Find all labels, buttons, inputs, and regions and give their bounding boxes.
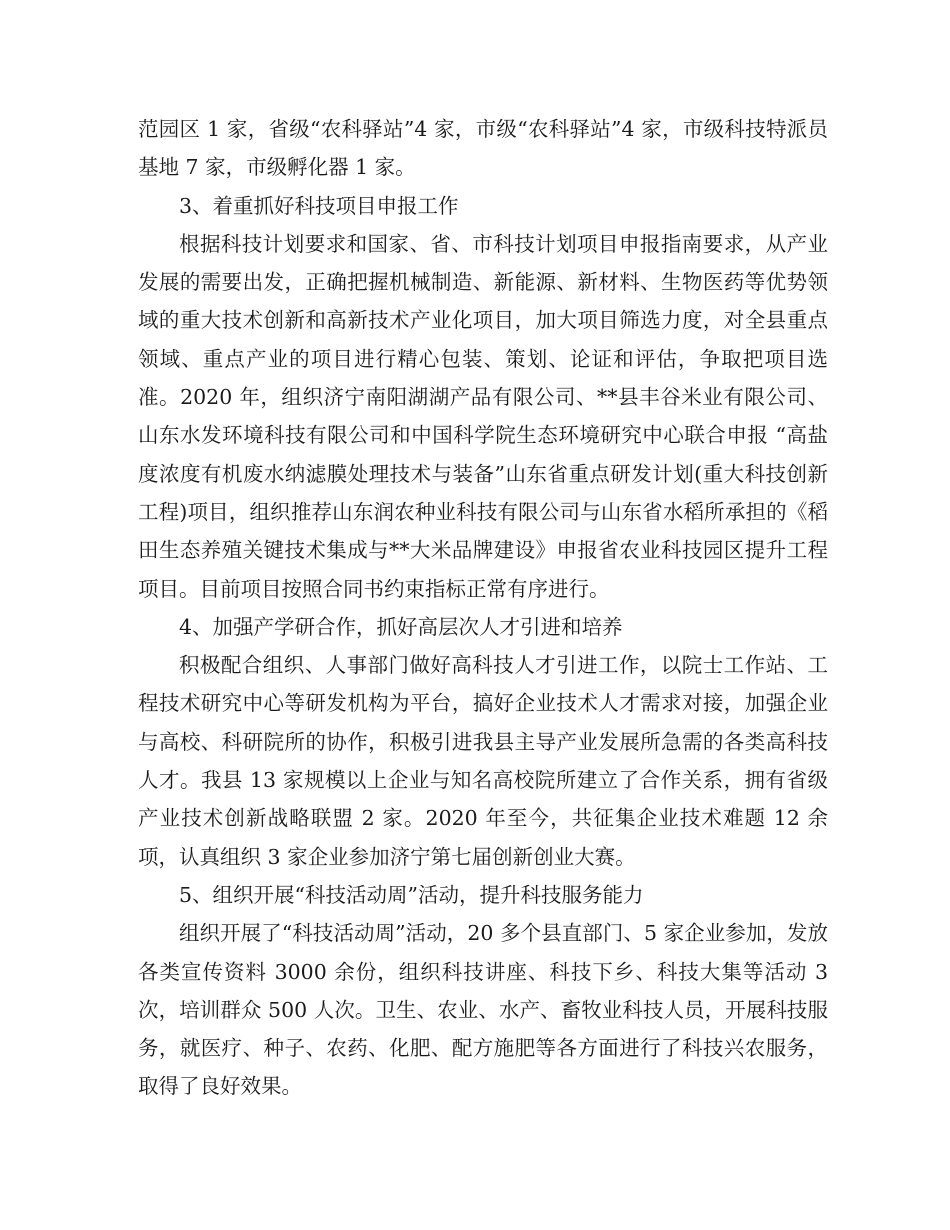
section-5-body: 组织开展了“科技活动周”活动，20 多个县直部门、5 家企业参加，发放各类宣传资料 3000 余份，组织科技讲座、科技下乡、科技大集等活动 3 次，培训群众 500 人次。卫生、农业、水产、畜牧业科技人员，开展科技服务，就医疗、种子、农药、化肥、配方施肥等各方面进行了科技兴农服务，取得了良好效果。 [138, 921, 828, 1099]
section-3-heading: 3、着重抓好科技项目申报工作 [179, 193, 459, 218]
document-body [138, 110, 828, 1106]
section-4-body: 积极配合组织、人事部门做好高科技人才引进工作，以院士工作站、工程技术研究中心等研发机构为平台，搞好企业技术人才需求对接，加强企业与高校、科研院所的协作，积极引进我县主导产业发展所急需的各类高科技人才。我县 13 家规模以上企业与知名高校院所建立了合作关系，拥有省级产业技术创新战略联盟 2 家。2020 年至今，共征集企业技术难题 12 余项，认真组织 3 家企业参加济宁第七届创新创业大赛。 [138, 653, 828, 869]
intro-paragraph: 范园区 1 家，省级“农科驿站”4 家，市级“农科驿站”4 家，市级科技特派员基地 7 家，市级孵化器 1 家。 [138, 117, 828, 180]
section-3-body: 根据科技计划要求和国家、省、市科技计划项目申报指南要求，从产业发展的需要出发，正确把握机械制造、新能源、新材料、生物医药等优势领域的重大技术创新和高新技术产业化项目，加大项目筛选力度，对全县重点领域、重点产业的项目进行精心包装、策划、论证和评估，争取把项目选准。2020 年，组织济宁南阳湖湖产品有限公司、**县丰谷米业有限公司、山东水发环境科技有限公司和中国科学院生态环境研究中心联合申报 “高盐度浓度有机废水纳滤膜处理技术与装备”山东省重点研发计划(重大科技创新工程)项目，组织推荐山东润农种业科技有限公司与山东省水稻所承担的《稻田生态养殖关键技术集成与**大米品牌建设》申报省农业科技园区提升工程项目。目前项目按照合同书约束指标正常有序进行。 [138, 231, 828, 601]
section-5-heading: 5、组织开展“科技活动周”活动，提升科技服务能力 [179, 882, 644, 907]
section-4-heading: 4、加强产学研合作，抓好高层次人才引进和培养 [179, 614, 623, 639]
